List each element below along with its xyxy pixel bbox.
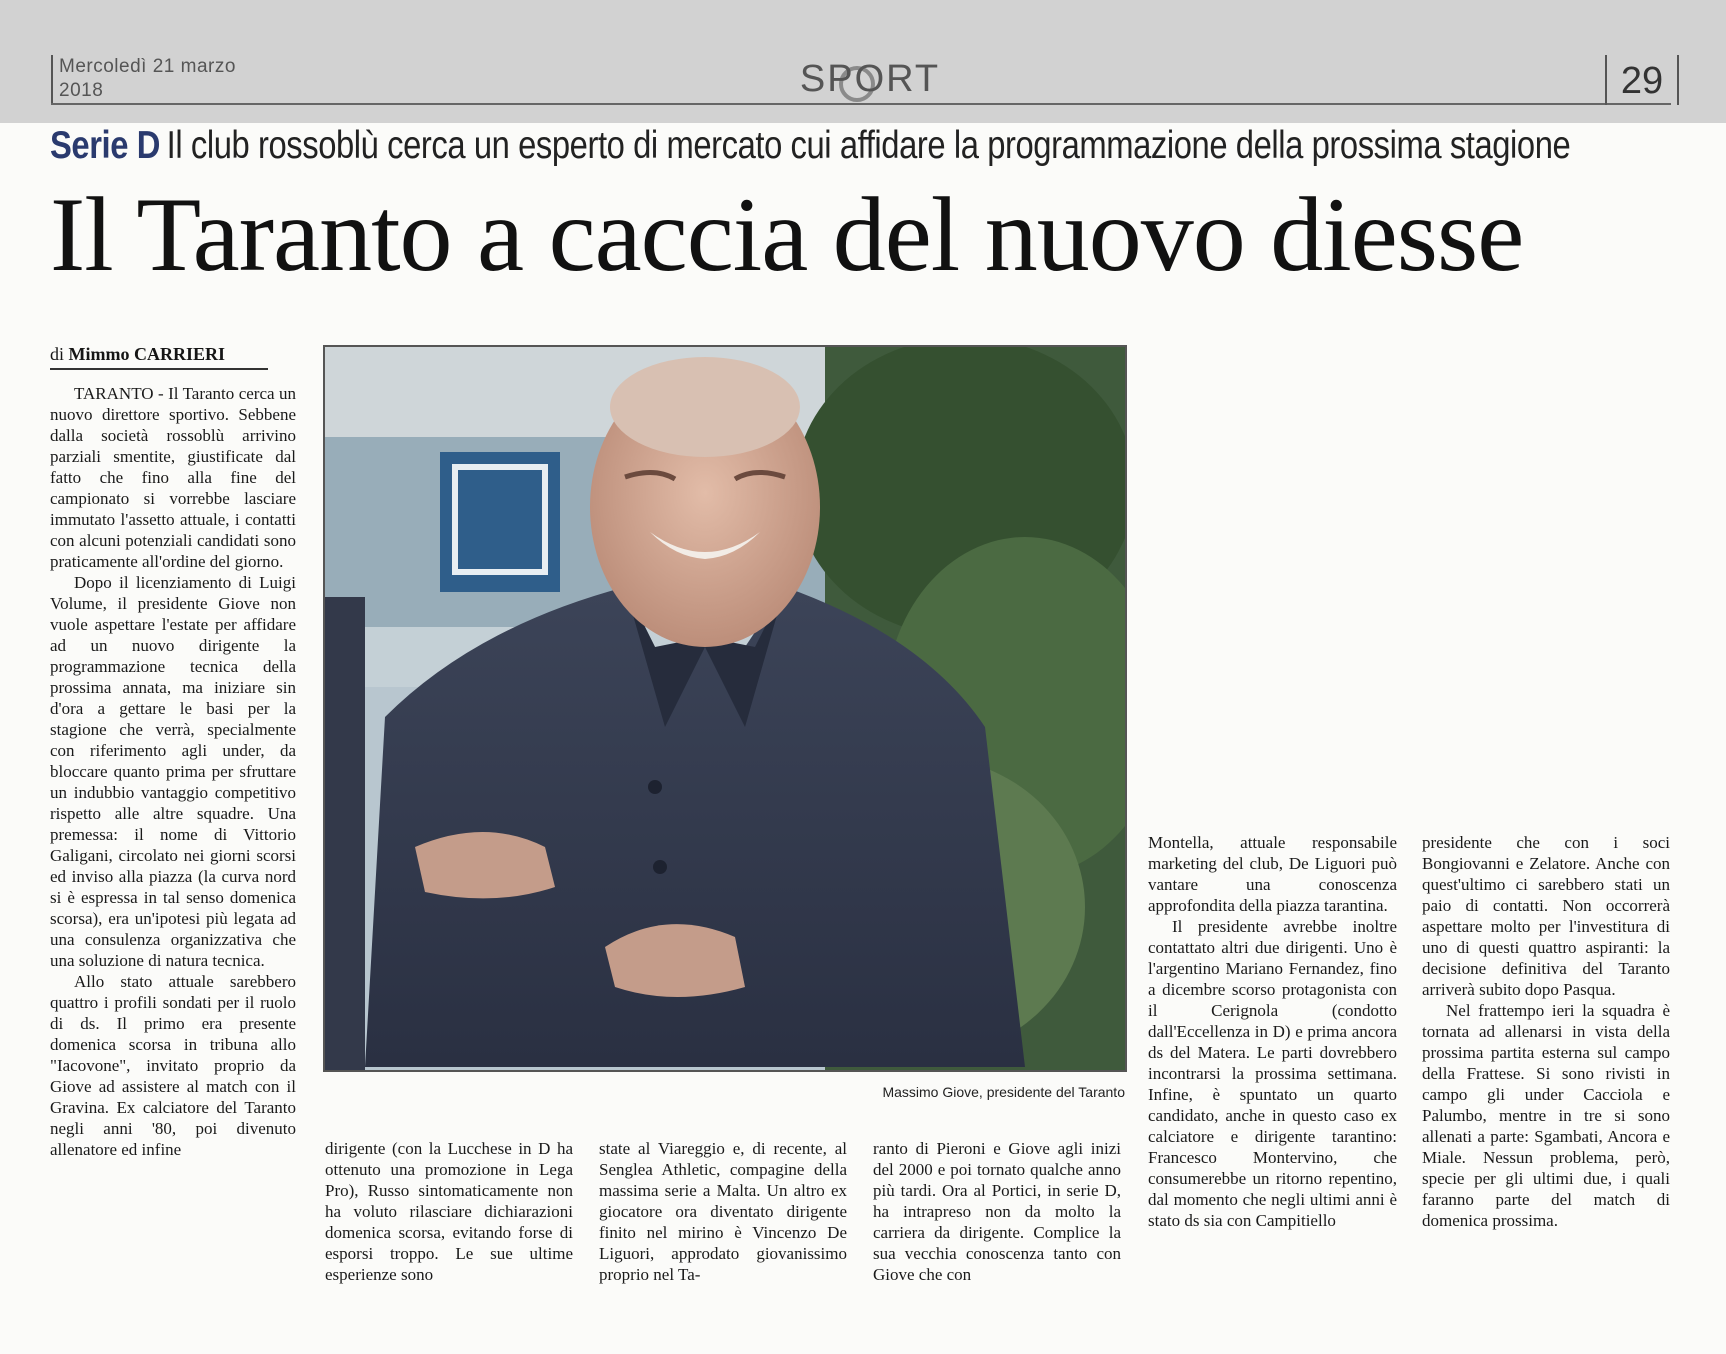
column-6-paragraph-1: presidente che con i soci Bongiovanni e Zelatore. Anche con quest'ultimo ci sarebbero stati un paio di contatti. Non occorrerà aspettare molto per l'investitura di uno di questi quattro aspiranti: la decisione definitiva del Taranto arriverà subito dopo Pasqua. [1422,833,1670,999]
article-photo [323,345,1127,1072]
issue-date [51,55,289,103]
column-5-paragraph-1: Montella, attuale responsabile marketing del club, De Liguori può vantare una conoscenza approfondita della piazza tarantina. [1148,833,1397,915]
article-column-5 [1148,832,1397,1231]
masthead-rule [51,103,1671,105]
page-number: 29 [1605,55,1679,105]
issue-date-year: 2018 [59,80,104,101]
column-2-paragraph-1: dirigente (con la Lucchese in D ha ottenuto una promozione in Lega Pro), Russo sintomaticamente non ha voluto rilasciare dichiarazioni domenica scorsa, evitando forse di esporsi troppo. Le sue ultime esperienze sono [325,1139,573,1284]
column-6-paragraph-2: Nel frattempo ieri la squadra è tornata ad allenarsi in vista della prossima partita esterna sul campo della Frattese. Si sono rivisti in campo gli under Cacciola e Palumbo, mentre in tre si sono allenati a parte: Sgambati, Ancora e Miale. Nessun problema, però, specie per gli ultimi due, i quali faranno parte del match di domenica prossima. [1422,1001,1670,1230]
byline-prefix: di [50,344,65,364]
byline [50,342,268,370]
kicker-text: Il club rossoblù cerca un esperto di mercato cui affidare la programmazione della prossima stagione [166,124,1571,167]
kicker-tag: Serie D [50,124,160,167]
column-1-paragraph-3: Allo stato attuale sarebbero quattro i profili sondati per il ruolo di ds. Il primo era presente domenica scorsa in tribuna allo "Iacovone", invitato proprio da Giove ad assistere al match con il Gravina. Ex calciatore del Taranto negli anni '80, poi divenuto allenatore ed infine [50,972,296,1159]
column-1-paragraph-1: TARANTO - Il Taranto cerca un nuovo direttore sportivo. Sebbene dalla società rossoblù arrivino parziali smentite, giustificate dal fatto che fino alla fine del campionato si vorrebbe lasciare immutato l'assetto attuale, i contatti con alcuni potenziali candidati sono praticamente all'ordine del giorno. [50,384,296,571]
column-5-paragraph-2: Il presidente avrebbe inoltre contattato altri due dirigenti. Uno è l'argentino Mariano Fernandez, fino a dicembre scorso protagonista con il Cerignola (condotto dall'Eccellenza in D) e prima ancora ds del Matera. Le parti dovrebbero incontrarsi la prossima settimana. Infine, è spuntato un quarto candidato, anche in questo caso ex calciatore e dirigente tarantino: Francesco Montervino, che consumerebbe un ritorno repentino, dal momento che negli ultimi anni è stato ds sia con Campitiello [1148,917,1397,1230]
president-photo-illustration [325,347,1125,1070]
article-headline: Il Taranto a caccia del nuovo diesse [50,176,1524,293]
section-name: SPORT [799,58,941,100]
column-3-paragraph-1: state al Viareggio e, di recente, al Senglea Athletic, compagine della massima serie a Malta. Un altro ex giocatore ora diventato dirigente finito nel mirino è Vincenzo De Liguori, approdato giovanissimo proprio nel Ta- [599,1139,847,1284]
article-column-6 [1422,832,1670,1231]
byline-author: Mimmo CARRIERI [68,344,226,364]
photo-caption: Massimo Giove, presidente del Taranto [882,1084,1125,1100]
column-1-paragraph-2: Dopo il licenziamento di Luigi Volume, il presidente Giove non vuole aspettare l'estate per affidare ad un nuovo dirigente la programmazione tecnica della prossima annata, ma iniziare sin d'ora a gettare le basi per la stagione che verrà, specialmente con riferimento agli under, da bloccare quanto prima per sfruttare un indubbio vantaggio competitivo rispetto alle altre squadre. Una premessa: il nome di Vittorio Galigani, circolato nei giorni scorsi ed inviso alla piazza (la curva nord si è espressa in tal senso domenica scorsa), era un'ipotesi più legata ad una consulenza organizzativa che una soluzione di natura tecnica. [50,573,296,970]
article-column-1 [50,383,296,1160]
article-column-4 [873,1138,1121,1285]
issue-date-day: Mercoledì 21 marzo [59,56,236,77]
article-column-3 [599,1138,847,1285]
article-kicker [50,124,1571,168]
article-column-2 [325,1138,573,1285]
column-4-paragraph-1: ranto di Pieroni e Giove agli inizi del 2000 e poi tornato qualche anno più tardi. Ora al Portici, in serie D, ha intrapreso non da molto la carriera da dirigente. Complice la sua vecchia conoscenza tanto con Giove che con [873,1139,1121,1284]
